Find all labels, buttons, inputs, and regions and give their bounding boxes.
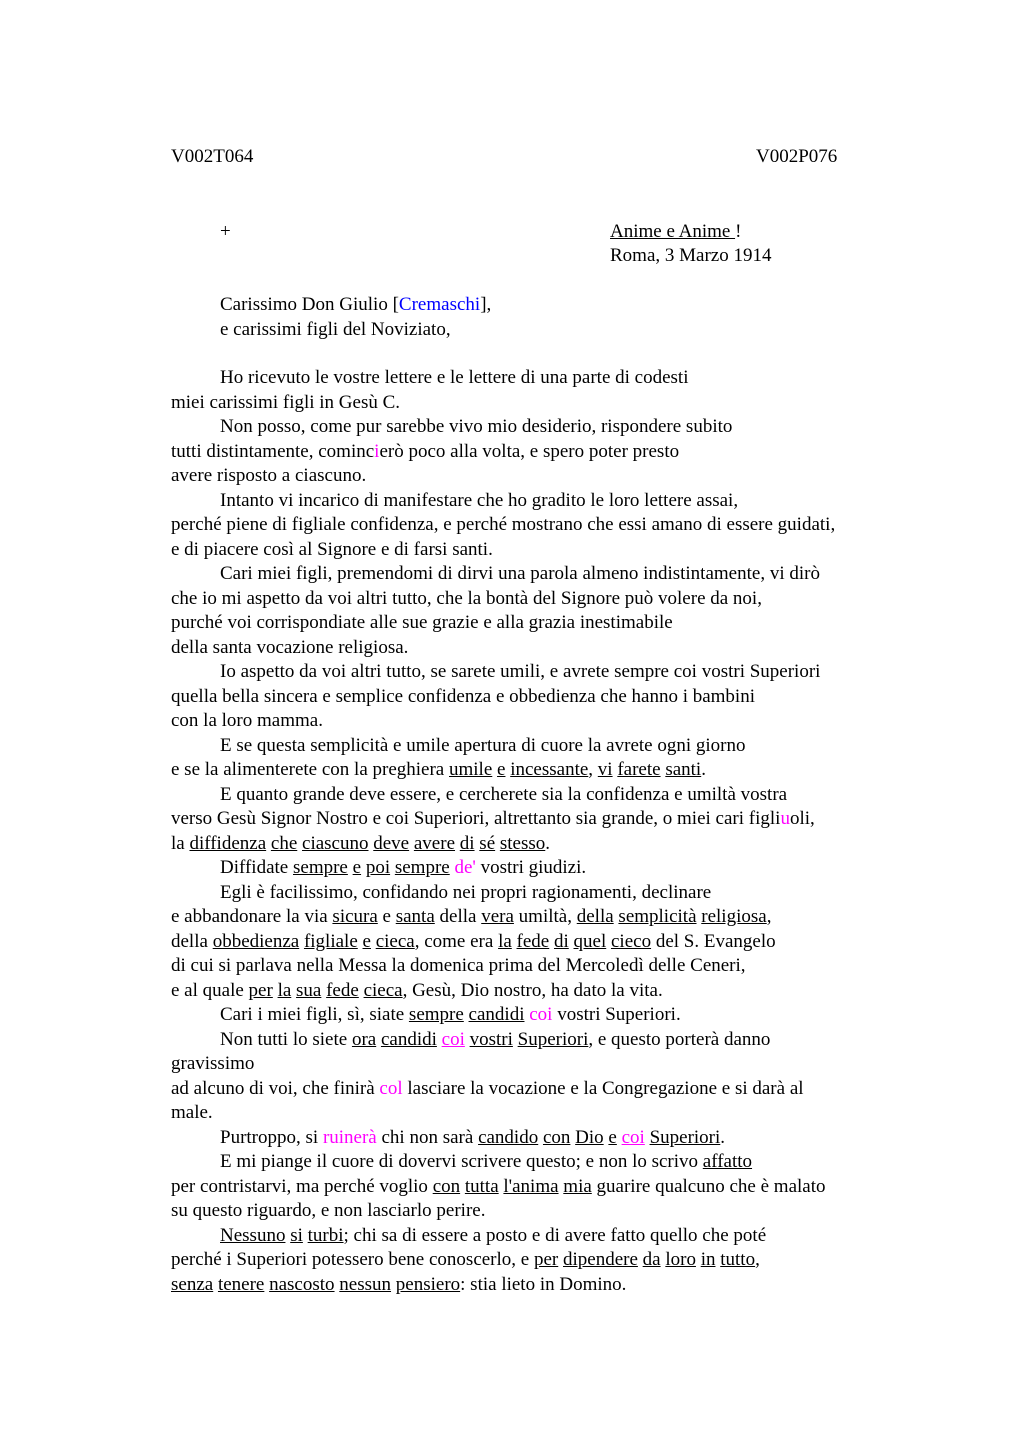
underlined-word: affatto [702,1151,753,1172]
text-segment: ad alcuno di voi, che finirà [171,1077,380,1099]
body-line [171,636,901,661]
underlined-word: per [248,979,273,1001]
underlined-word: che [270,832,298,854]
text-segment: e [377,906,396,927]
body-line [171,587,901,612]
text-segment: e abbandonare la via [171,906,333,927]
text-segment: E quanto grande deve essere, e cercherete sia la confidenza e umiltà vostra [220,783,788,805]
text-segment: Cari i miei figli, sì, siate [220,1004,409,1025]
text-segment: della santa vocazione religiosa. [171,636,409,658]
text-segment: chi non sarà [376,1126,479,1148]
underlined-word: Superiori [649,1126,721,1148]
body-line [171,709,901,734]
highlighted-word: col [379,1077,403,1099]
text-segment: e al quale [171,979,249,1001]
text-segment: E mi piange il cuore di dovervi scrivere questo; e non lo scrivo [220,1151,703,1172]
text-segment: , [766,906,772,927]
body-line [171,611,901,636]
body-line [171,1077,901,1102]
body-line [171,1273,901,1298]
underlined-word: tutta [464,1175,499,1197]
underlined-word: poi [365,857,391,878]
underlined-word: dipendere [563,1249,638,1270]
underlined-word: e [362,930,371,952]
underlined-word: da [642,1249,661,1270]
text-segment: di cui si parlava nella Messa la domenica prima del Mercoledì delle Ceneri, [171,955,746,976]
text-segment: della [434,906,482,927]
text-segment: con la loro mamma. [171,710,323,731]
underlined-word: diffidenza [189,832,267,854]
text-segment: Intanto vi incarico di manifestare che ho gradito le loro lettere assai, [220,489,739,511]
underlined-word: fede [516,930,550,952]
body-line [171,660,901,685]
body-line [171,685,901,710]
underlined-word: mia [563,1175,592,1197]
text-segment: Io aspetto da voi altri tutto, se sarete umili, e avrete sempre coi vostri Superiori [220,661,821,682]
highlighted-word: coi [441,1028,465,1050]
body-line [171,1126,901,1151]
body-line [171,1028,901,1053]
text-segment: purché voi corrispondiate alle sue grazie e alla grazia inestimabile [171,612,673,633]
text-segment: del S. Evangelo [651,930,776,952]
underlined-word: figliale [303,930,358,952]
page-code-right: V002P076 [756,146,838,167]
body-line [171,1248,901,1273]
underlined-word: vera [481,906,514,927]
text-segment: la [171,832,190,854]
motto [610,221,741,243]
highlighted-word: i [374,440,380,462]
text-segment: gravissimo [171,1053,255,1074]
underlined-word: avere [413,832,456,854]
underlined-word: santa [395,906,435,927]
text-segment: . [720,1126,726,1148]
text-segment: , come era [414,930,499,952]
motto-mark: ! [735,221,742,242]
text-segment: per contristarvi, ma perché voglio [171,1175,433,1197]
text-segment: male. [171,1102,213,1123]
underlined-word: quel [573,930,607,952]
text-segment: umiltà, [513,906,577,927]
text-segment: Egli è facilissimo, confidando nei propri ragionamenti, declinare [220,881,712,903]
underlined-word: deve [373,832,410,854]
underlined-word: Superiori [517,1028,589,1050]
body-line [171,513,901,538]
cross-mark: + [220,221,231,242]
underlined-word: sempre [408,1004,464,1025]
body-line [171,783,901,808]
underlined-word: incessante [510,759,589,780]
text-segment: Purtroppo, si [220,1126,323,1148]
text-segment: perché i Superiori potessero bene conoscerlo, e [171,1249,534,1270]
underlined-word: candido [478,1126,539,1148]
underlined-word: per [533,1249,559,1270]
salutation-line-2: e carissimi figli del Noviziato, [220,319,451,340]
underlined-word: sempre [394,857,450,878]
underlined-word: farete [617,759,661,780]
body-line [171,1052,901,1077]
underlined-word: e [497,759,506,780]
body-line [171,391,901,416]
text-segment: vostri giudizi. [475,857,587,878]
underlined-word: stesso [499,832,546,854]
body-line [171,1150,901,1175]
text-segment: tutti distintamente, cominc [171,440,375,462]
text-segment: Non tutti lo siete [220,1028,352,1050]
underlined-word: sua [296,979,322,1001]
underlined-word: in [700,1249,716,1270]
underlined-word: Dio [575,1126,604,1148]
underlined-word: candidi [380,1028,437,1050]
highlighted-word: coi [621,1126,645,1148]
text-segment: oli, [789,808,815,829]
text-segment: e di piacere così al Signore e di farsi santi. [171,538,493,560]
document-code-left: V002T064 [171,146,254,167]
body-line [171,758,901,783]
underlined-word: la [277,979,292,1001]
underlined-word: tenere [217,1273,265,1295]
highlighted-word: ruinerà [322,1126,377,1148]
salutation-name: Cremaschi [398,294,481,315]
underlined-word: religiosa [701,906,767,927]
underlined-word: sicura [332,906,378,927]
underlined-word: cieca [375,930,415,952]
body-line [171,538,901,563]
underlined-word: candidi [468,1004,525,1025]
underlined-word: Nessuno [220,1224,286,1246]
highlighted-word: de' [454,857,476,878]
underlined-word: nascosto [269,1273,335,1295]
salutation-suffix: ], [480,294,492,315]
underlined-word: si [290,1224,303,1246]
body-line [171,930,901,955]
text-segment: , e questo porterà danno [588,1028,771,1050]
text-segment: : stia lieto in Domino. [460,1273,627,1295]
text-segment: Non posso, come pur sarebbe vivo mio desiderio, rispondere subito [220,416,733,437]
text-segment: E se questa semplicità e umile apertura di cuore la avrete ogni giorno [220,734,746,756]
text-segment: miei carissimi figli in Gesù C. [171,391,401,413]
text-segment: guarire qualcuno che è malato [591,1175,826,1197]
underlined-word: pensiero [395,1273,461,1295]
underlined-word: di [459,832,475,854]
underlined-word: sempre [293,857,348,878]
text-segment: . [545,832,551,854]
underlined-word: obbedienza [212,930,300,952]
text-segment: . [701,759,706,780]
underlined-word: vi [597,759,613,780]
text-segment: , [588,759,598,780]
text-segment: , Gesù, Dio nostro, ha dato la vita. [402,979,663,1001]
text-segment: su questo riguardo, e non lasciarlo perire. [171,1200,486,1221]
body-line [171,489,901,514]
body-line [171,415,901,440]
underlined-word: fede [326,979,359,1001]
body-line [171,807,901,832]
body-line [171,1224,901,1249]
text-segment: lasciare la vocazione e la Congregazione e si darà al [402,1077,804,1099]
text-segment: ; chi sa di essere a posto e di avere fatto quello che poté [343,1224,767,1246]
body-line [171,440,901,465]
salutation-prefix: Carissimo Don Giulio [ [220,294,399,315]
underlined-word: e [352,857,362,878]
underlined-word: loro [665,1249,696,1270]
motto-text: Anime e Anime [610,221,736,242]
body-line [171,1003,901,1028]
body-line [171,905,901,930]
underlined-word: vostri [469,1028,513,1050]
underlined-word: ora [351,1028,377,1050]
text-segment: verso Gesù Signor Nostro e coi Superiori, altrettanto sia grande, o miei cari figli [171,808,781,829]
highlighted-word: u [780,808,790,829]
body-line [171,1175,901,1200]
text-segment: Ho ricevuto le vostre lettere e le lettere di una parte di codesti [220,367,689,388]
text-segment: Cari miei figli, premendomi di dirvi una parola almeno indistintamente, vi dirò [220,563,820,584]
underlined-word: tutto [720,1249,756,1270]
underlined-word: della [576,906,614,927]
underlined-word: santi [665,759,702,780]
text-segment: perché piene di figliale confidenza, e perché mostrano che essi amano di essere guidati, [171,514,836,535]
underlined-word: e [608,1126,617,1148]
text-segment: avere risposto a ciascuno. [171,465,367,486]
text-segment: vostri Superiori. [552,1004,681,1025]
body-line [171,979,901,1004]
underlined-word: senza [171,1273,214,1295]
letter-date: Roma, 3 Marzo 1914 [610,245,772,266]
body-line [171,832,901,857]
body-line [171,1199,901,1224]
underlined-word: cieca [363,979,403,1001]
underlined-word: con [542,1126,571,1148]
body-line [171,366,901,391]
underlined-word: l'anima [503,1175,559,1197]
letter-body [171,366,901,1297]
text-segment: Diffidate [220,857,293,878]
text-segment: che io mi aspetto da voi altri tutto, che la bontà del Signore può volere da noi, [171,587,762,609]
underlined-word: cieco [610,930,652,952]
body-line [171,464,901,489]
text-segment: della [171,930,213,952]
text-segment: e se la alimenterete con la preghiera [171,759,449,780]
underlined-word: umile [449,759,493,780]
highlighted-word: coi [529,1004,553,1025]
underlined-word: la [498,930,512,952]
underlined-word: semplicità [618,906,697,927]
underlined-word: con [432,1175,461,1197]
text-segment: quella bella sincera e semplice confidenza e obbedienza che hanno i bambini [171,685,755,707]
body-line [171,881,901,906]
body-line [171,734,901,759]
underlined-word: nessun [339,1273,392,1295]
body-line [171,856,901,881]
body-line [171,1101,901,1126]
body-line [171,954,901,979]
text-segment: , [755,1249,760,1270]
salutation-line-1 [220,294,491,316]
body-line [171,562,901,587]
text-segment: erò poco alla volta, e spero poter presto [379,440,680,462]
underlined-word: ciascuno [302,832,369,854]
underlined-word: di [553,930,569,952]
underlined-word: turbi [307,1224,344,1246]
underlined-word: sé [479,832,496,854]
